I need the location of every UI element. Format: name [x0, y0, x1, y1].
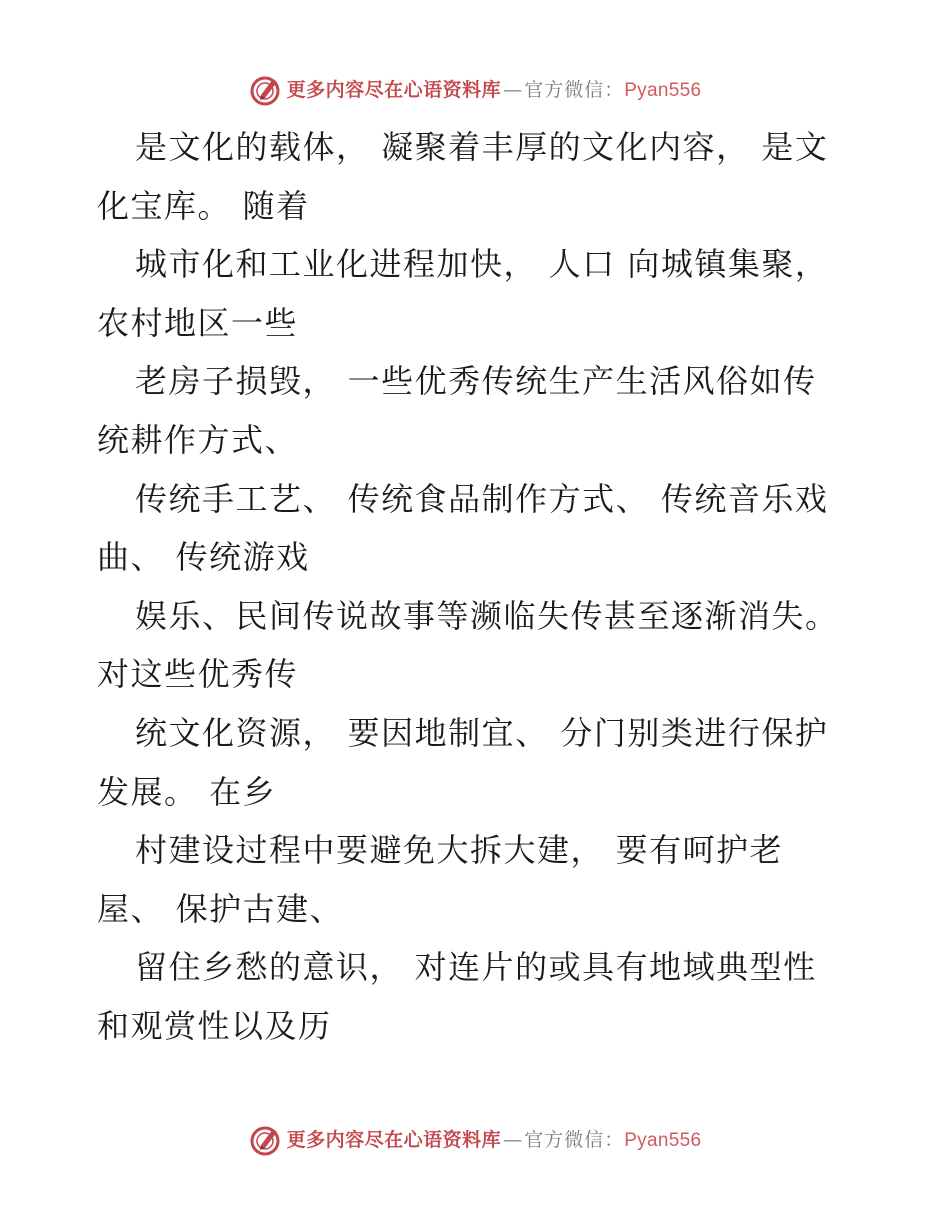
document-body	[97, 118, 857, 1056]
body-line: 老房子损毁， 一些优秀传统生产生活风俗如传	[135, 362, 817, 401]
body-line: 统耕作方式、	[97, 420, 299, 459]
pen-nib-circle-icon	[249, 1123, 283, 1157]
body-line: 对这些优秀传	[97, 655, 299, 694]
body-line: 城市化和工业化进程加快， 人口 向城镇集聚，	[135, 245, 829, 284]
banner-separator: —	[503, 78, 523, 101]
body-line: 屋、 保护古建、	[97, 889, 344, 928]
body-line: 统文化资源， 要因地制宜、 分门别类进行保护	[135, 713, 829, 752]
banner-wechat-id: Pyan556	[624, 1129, 702, 1151]
body-line: 化宝库。 随着	[97, 186, 310, 225]
banner-promo-text: 更多内容尽在心语资料库	[286, 1128, 502, 1151]
banner-wechat-label: 官方微信：	[524, 78, 625, 101]
body-line: 留住乡愁的意识， 对连片的或具有地域典型性	[135, 948, 817, 987]
body-line: 村建设过程中要避免大拆大建， 要有呵护老	[135, 831, 784, 870]
pen-nib-circle-icon	[249, 73, 283, 107]
body-line: 是文化的载体， 凝聚着丰厚的文化内容， 是文	[135, 128, 829, 166]
banner-promo-text: 更多内容尽在心语资料库	[286, 78, 502, 101]
body-line: 农村地区一些	[97, 303, 299, 342]
banner-wechat-label: 官方微信：	[524, 1128, 625, 1151]
header-banner	[0, 70, 950, 110]
body-line: 娱乐、民间传说故事等濒临失传甚至逐渐消失。	[135, 596, 839, 635]
body-line: 传统手工艺、 传统食品制作方式、 传统音乐戏	[135, 479, 829, 518]
banner-separator: —	[503, 1128, 523, 1151]
banner-wechat-id: Pyan556	[624, 79, 702, 101]
body-line: 曲、 传统游戏	[97, 538, 310, 577]
body-line: 发展。 在乡	[97, 772, 277, 811]
body-line: 和观赏性以及历	[97, 1006, 332, 1045]
footer-banner	[0, 1120, 950, 1160]
